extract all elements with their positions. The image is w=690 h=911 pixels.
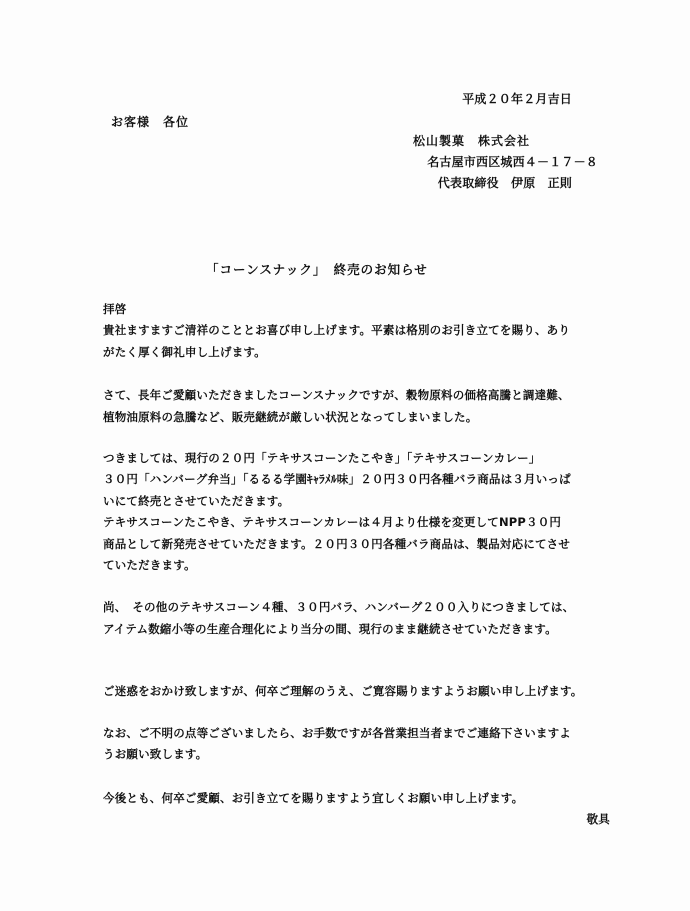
body-line: 商品として新発売させていただきます。２０円３０円各種バラ商品は、製品対応にてさせ [103, 537, 571, 551]
company-name: 松山製菓 株式会社 [412, 134, 530, 148]
body-line: テキサスコーンたこやき、テキサスコーンカレーは４月より仕様を変更してNPP３０円 [103, 515, 562, 529]
body-line: ご迷惑をおかけ致しますが、何卒ご理解のうえ、ご寛容賜りますようお願い申し上げます。 [103, 684, 583, 698]
body-line: ていただきます。 [103, 558, 196, 572]
document-title: 「コーンスナック」 終売のお知らせ [206, 262, 428, 277]
body-line: うお願い致します。 [103, 747, 208, 761]
body-line: ３０円「ハンバーグ弁当」「るるる学園ｷｬﾗﾒﾙ味」２０円３０円各種バラ商品は３月いっぱ [103, 472, 571, 486]
representative-name: 代表取締役 伊原 正則 [437, 176, 572, 190]
body-line: いにて終売とさせていただきます。 [103, 494, 290, 508]
body-line: つきましては、現行の２０円「テキサスコーンたこやき」「テキサスコーンカレー」 [103, 451, 541, 465]
closing-salutation: 敬具 [586, 812, 610, 826]
body-line: 尚、 その他のテキサスコーン４種、３０円バラ、ハンバーグ２００入りにつきましては、 [103, 600, 575, 614]
body-line: がたく厚く御礼申し上げます。 [103, 345, 266, 359]
company-address: 名古屋市西区城西４－１７－８ [427, 155, 598, 169]
body-line: アイテム数縮小等の生産合理化により当分の間、現行のまま継続させていただきます。 [103, 622, 557, 636]
body-line: さて、長年ご愛顧いただきましたコーンスナックですが、穀物原料の価格高騰と調達難、 [103, 388, 570, 402]
body-line: 今後とも、何卒ご愛顧、お引き立てを賜りますよう宜しくお願い申し上げます。 [103, 791, 524, 805]
body-line: 植物油原料の急騰など、販売継続が厳しい状況となってしまいました。 [103, 410, 478, 424]
letter-date: 平成２０年２月吉日 [462, 92, 572, 106]
body-line: 貴社ますますご清祥のこととお喜び申し上げます。平素は格別のお引き立てを賜り、あり [103, 323, 571, 337]
recipient-line: お客様 各位 [111, 115, 190, 129]
opening-salutation: 拝啓 [103, 302, 127, 316]
body-line: なお、ご不明の点等ございましたら、お手数ですが各営業担当者までご連絡下さいますよ [103, 726, 571, 740]
